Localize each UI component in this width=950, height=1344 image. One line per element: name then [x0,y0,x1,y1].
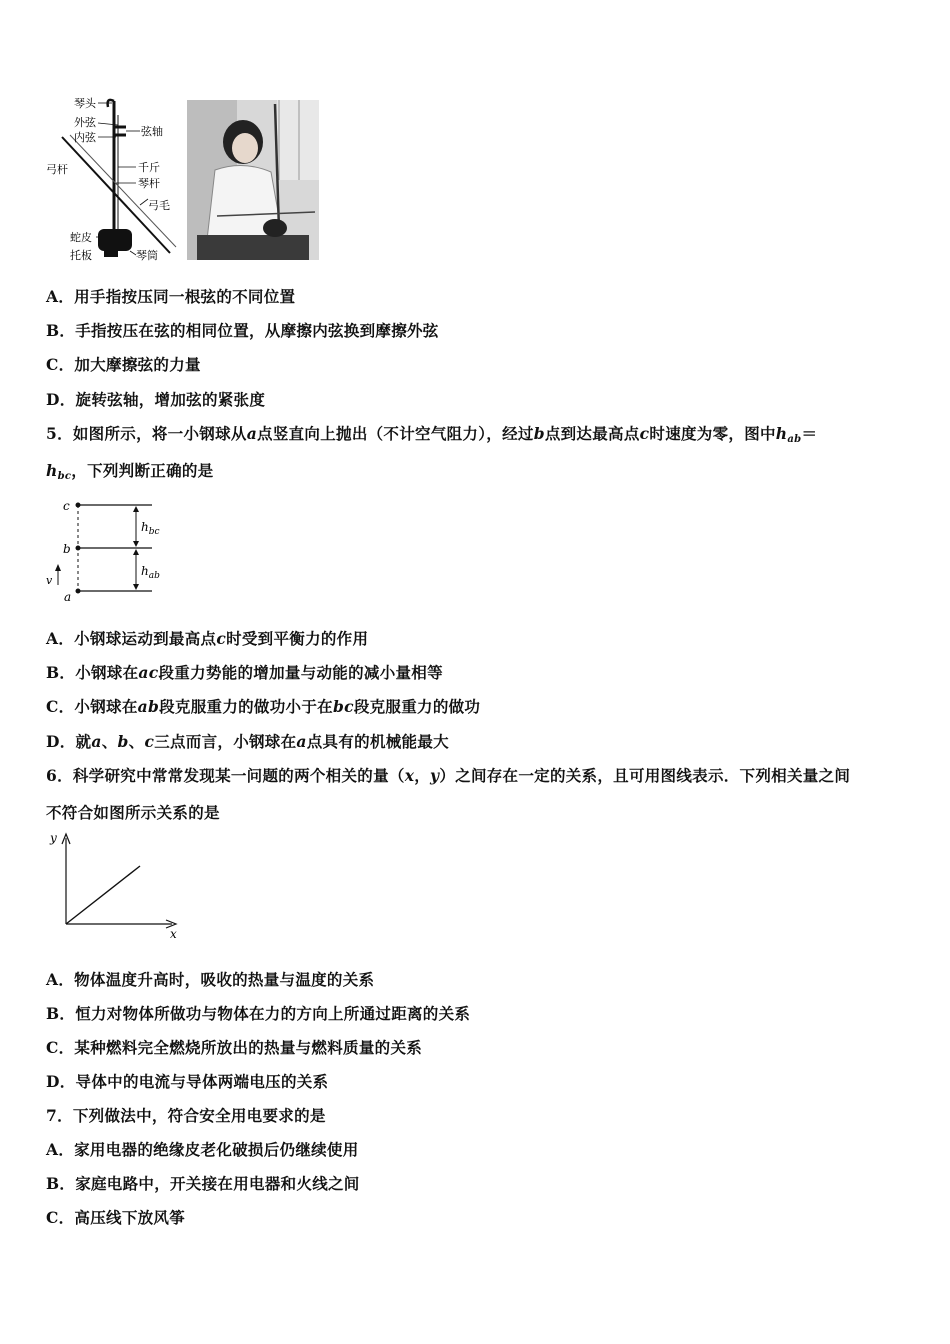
label-inner-string: 内弦 [74,131,96,144]
q7-option-b: B．家庭电路中，开关接在用电器和火线之间 [46,1174,360,1193]
q5-label-v: v [46,574,53,587]
erhu-player-photo [187,100,319,260]
q4-option-b: B．手指按压在弦的相同位置，从摩擦内弦换到摩擦外弦 [46,321,439,340]
q5-option-b: B．小钢球在ac段重力势能的增加量与动能的减小量相等 [46,663,443,682]
label-bow-hair: 弓毛 [148,199,170,212]
q7-stem: 7．下列做法中，符合安全用电要求的是 [46,1106,326,1125]
q4-option-d: D．旋转弦轴，增加弦的紧张度 [46,390,266,409]
q6-stem-line1: 6．科学研究中常常发现某一问题的两个相关的量（x，y）之间存在一定的关系，且可用图线表示．下列相关量之间 [46,766,851,785]
q5-label-b: b [63,542,71,556]
q6-option-a: A．物体温度升高时，吸收的热量与温度的关系 [46,970,375,989]
q6-proportional-line [66,866,140,924]
q4-option-a: A．用手指按压同一根弦的不同位置 [46,287,296,306]
q5-arrowhead-hab-top [133,549,139,555]
pointer-bowhair [140,199,148,205]
erhu-base [104,249,118,257]
q6-label-y: y [50,831,57,845]
q5-option-d: D．就a、b、c三点而言，小钢球在a点具有的机械能最大 [46,732,449,751]
label-bow-stick: 弓杆 [46,163,68,176]
q6-option-c: C．某种燃料完全燃烧所放出的热量与燃料质量的关系 [46,1038,423,1057]
q5-option-a: A．小钢球运动到最高点c时受到平衡力的作用 [46,629,369,648]
q5-stem-line1: 5．如图所示，将一小钢球从a点竖直向上抛出（不计空气阻力），经过b点到达最高点c时速度为零，图中$h_{ab}=$ [46,424,818,445]
q6-stem-line2: 不符合如图所示关系的是 [46,803,220,822]
q5-arrowhead-hbc-bottom [133,541,139,547]
q5-label-c: c [63,499,70,513]
label-peg: 弦轴 [141,125,163,138]
q5-point-a [76,589,81,594]
q5-figure [40,495,170,605]
label-outer-string: 外弦 [74,116,96,129]
q5-arrowhead-hbc-top [133,506,139,512]
label-neck: 琴杆 [138,177,160,190]
q6-graph [42,828,182,943]
q4-option-c: C．加大摩擦弦的力量 [46,355,201,374]
q7-option-c: C．高压线下放风筝 [46,1208,186,1227]
q5-option-c: C．小钢球在ab段克服重力的做功小于在bc段克服重力的做功 [46,697,481,716]
q5-stem-line2: $h_{bc}$，下列判断正确的是 [46,461,214,482]
q5-arrowhead-hab-bottom [133,584,139,590]
q6-option-b: B．恒力对物体所做功与物体在力的方向上所通过距离的关系 [46,1004,471,1023]
q5-label-hbc: $h_{bc}$ [141,520,160,537]
label-resonator: 琴筒 [136,249,158,262]
label-qianjin: 千斤 [138,161,160,174]
q5-point-b [76,546,81,551]
q5-label-a: a [64,590,72,604]
label-snakeskin: 蛇皮 [70,231,92,244]
erhu-resonator [98,229,132,251]
q5-velocity-arrowhead [55,564,61,571]
q6-option-d: D．导体中的电流与导体两端电压的关系 [46,1072,329,1091]
q7-option-a: A．家用电器的绝缘皮老化破损后仍继续使用 [46,1140,359,1159]
q5-label-hab: $h_{ab}$ [141,564,160,581]
label-base: 托板 [70,249,92,262]
q5-point-c [76,503,81,508]
erhu-diagram [40,95,180,265]
q6-label-x: x [170,927,177,941]
label-head: 琴头 [74,97,96,110]
